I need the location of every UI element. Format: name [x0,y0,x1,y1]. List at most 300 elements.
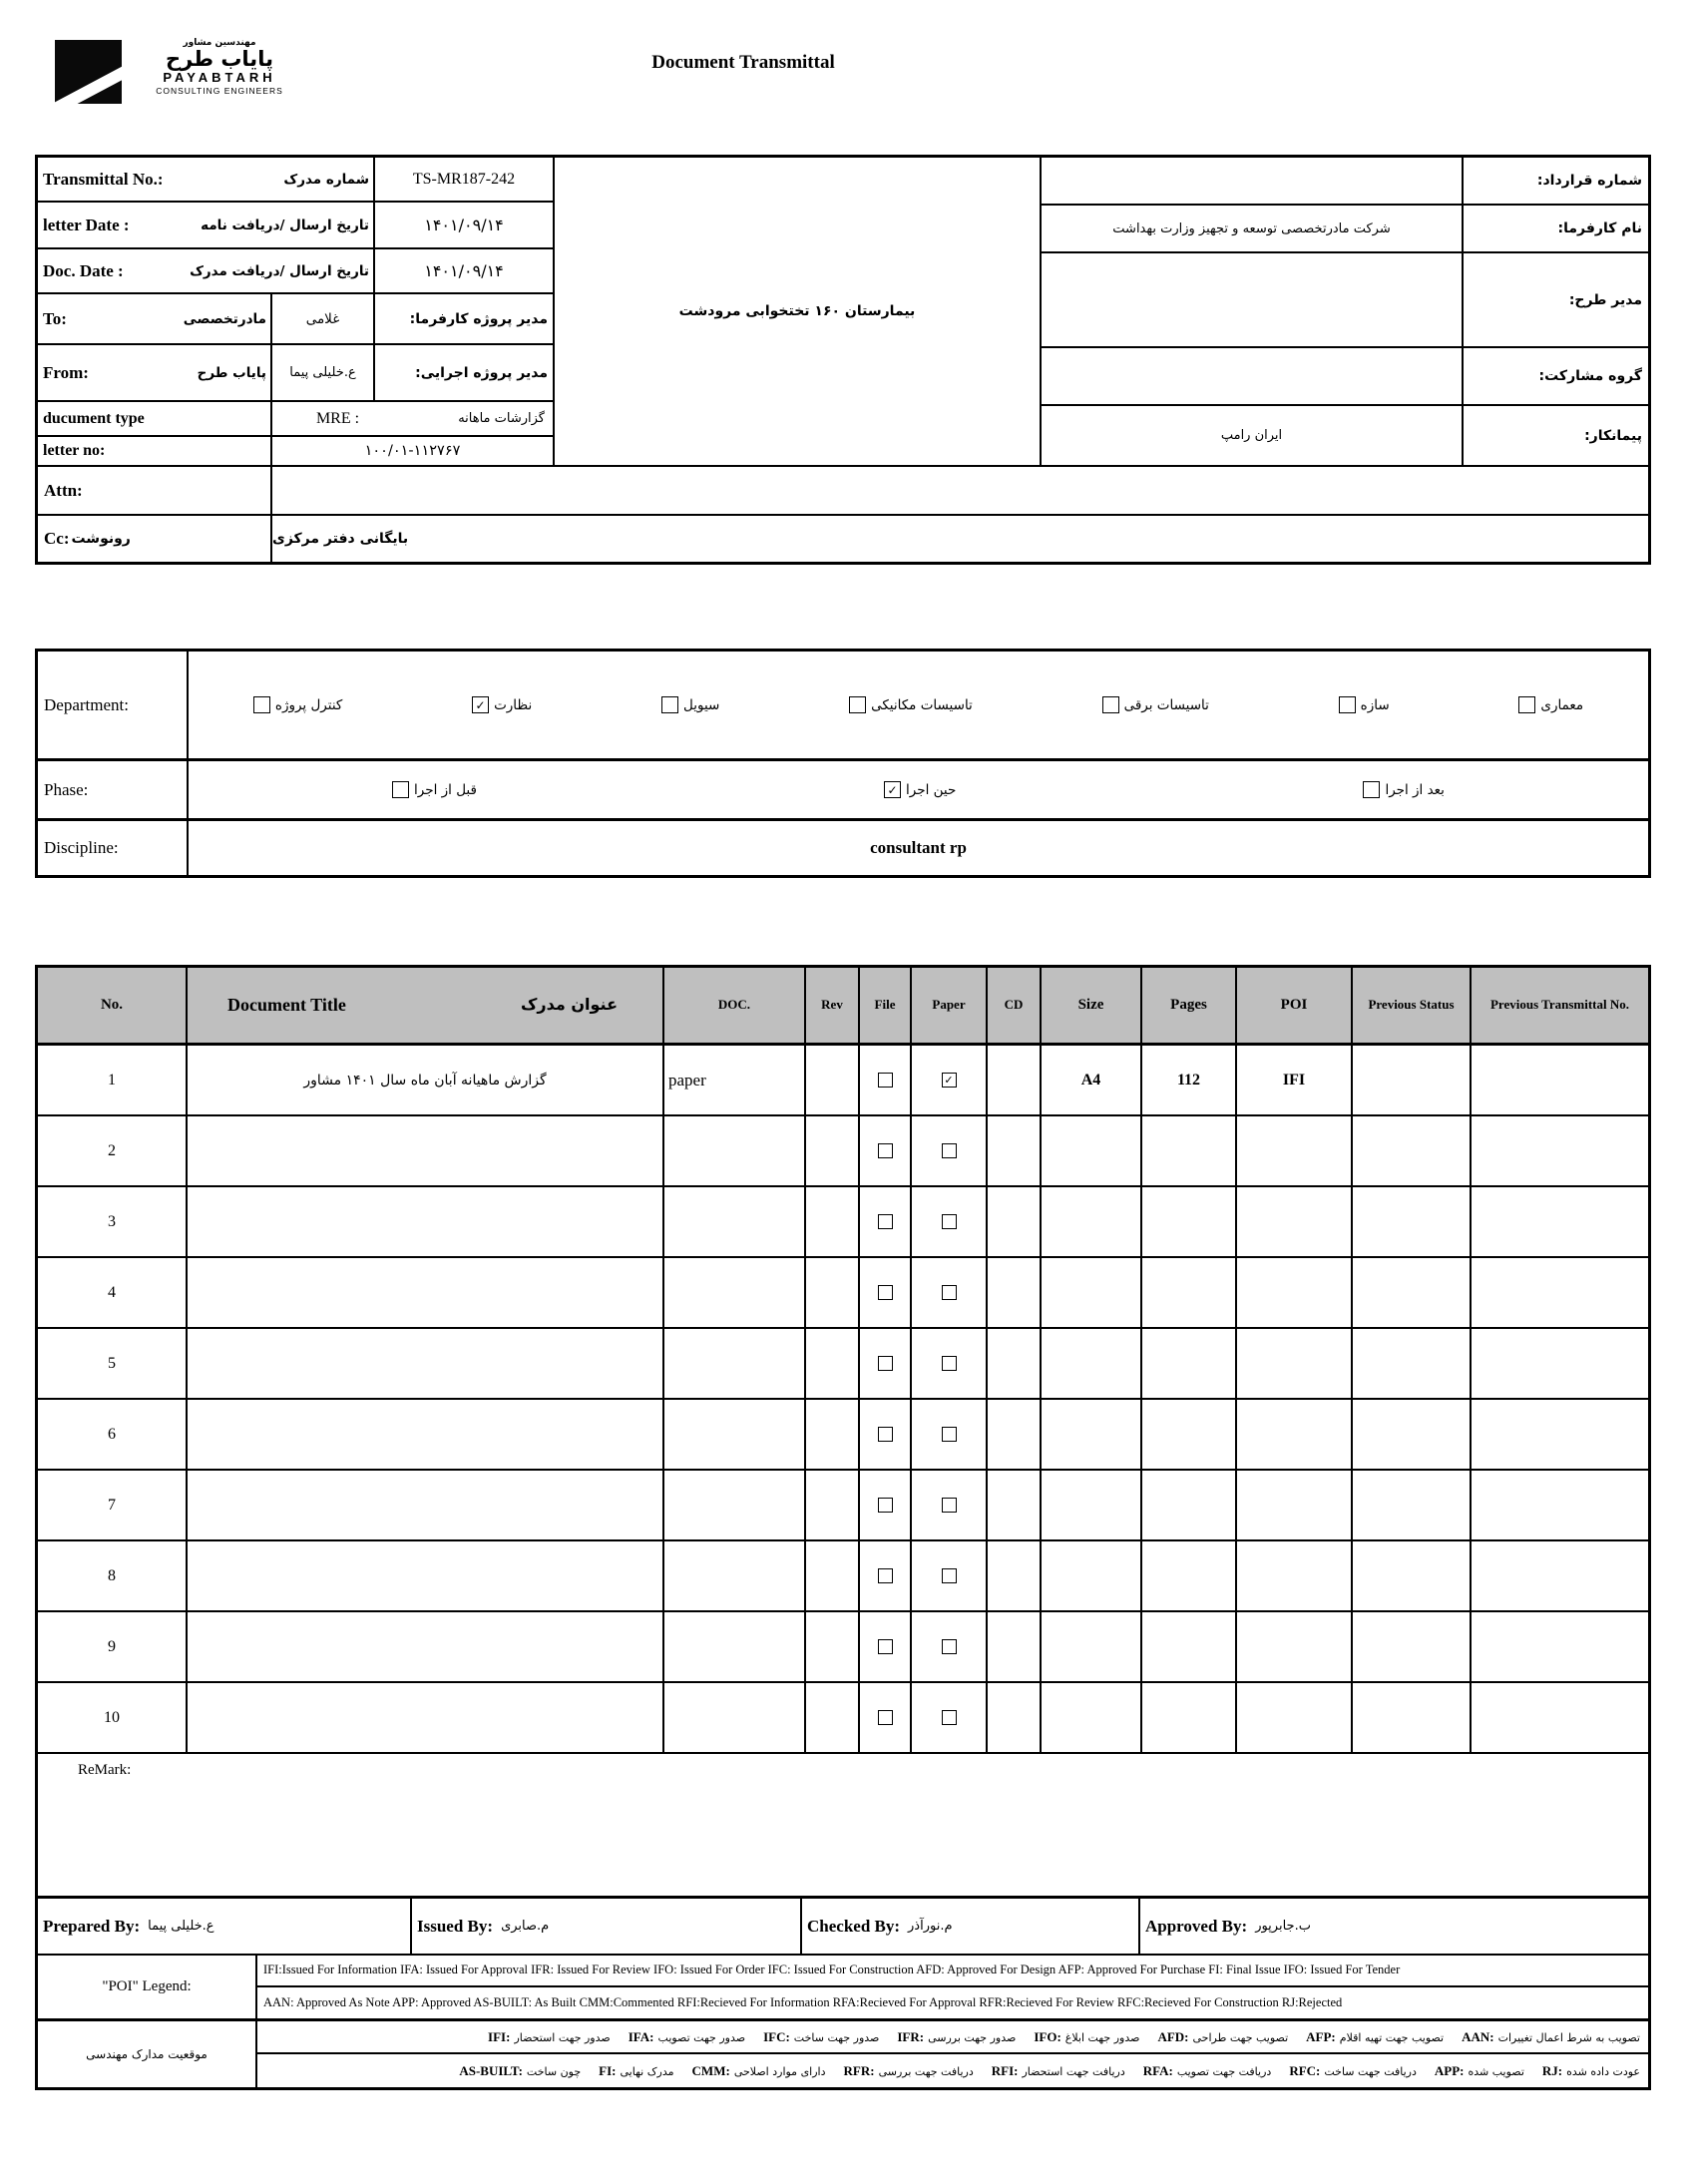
poi-legend-en-line2: AAN: Approved As Note APP: Approved AS-BUILT: As Built CMM:Commented RFI:Recieved For Information RFA:Recieved For Approval RFR:Recieved For Review RFC:Recieved For Construction RJ:Rejected [263,1994,1343,2009]
remark-label: ReMark: [78,1762,132,1778]
row-rev [806,1612,860,1683]
row-doc [664,1187,806,1258]
col-header-file: File [860,968,912,1043]
issued-by-name: م.صابری [501,1919,550,1934]
checkbox-option-label: بعد از اجرا [1385,781,1445,798]
poi-description: تصویب شده [1468,2064,1524,2078]
row-paper [912,1116,988,1187]
row-title [188,1683,664,1754]
poi-code: IFC: [763,2028,790,2044]
checkbox-option[interactable] [1339,696,1390,713]
poi-description: تصویب جهت تهیه اقلام [1339,2030,1445,2044]
poi-legend-item [1157,2029,1288,2045]
poi-legend-item [629,2029,745,2045]
row-prev-transmittal [1472,1329,1648,1400]
row-size [1042,1683,1142,1754]
poi-description: صدور جهت تصویب [657,2030,746,2044]
unchecked-checkbox-icon[interactable] [942,1427,957,1442]
row-rev [806,1187,860,1258]
poi-code: RFA: [1142,2062,1173,2078]
table-row [38,1116,1648,1187]
poi-description: دریافت جهت تصویب [1176,2064,1272,2078]
poi-code: FI: [599,2062,617,2078]
poi-code: APP: [1434,2062,1465,2078]
row-prev-transmittal [1472,1187,1648,1258]
poi-legend-en [38,1956,1648,2021]
checkbox-option[interactable] [392,781,477,798]
row-no: 6 [38,1400,188,1471]
table-row [38,1046,1648,1116]
row-prev-transmittal [1472,1683,1648,1754]
row-paper [912,1683,988,1754]
unchecked-checkbox-icon[interactable] [878,1710,893,1725]
logo-tagline: مهندسین مشاور [183,38,256,48]
row-title [188,1116,664,1187]
department-label: Department: [38,652,189,758]
logo-subtitle: CONSULTING ENGINEERS [156,86,283,97]
row-rev [806,1471,860,1541]
row-doc [664,1329,806,1400]
design-manager-label: مدیر طرح: [1464,253,1648,348]
table-row [38,1258,1648,1329]
unchecked-checkbox-icon[interactable] [661,696,678,713]
row-file [860,1400,912,1471]
poi-legend-item [1143,2063,1272,2079]
checkbox-option-label: معماری [1540,696,1584,713]
documents-table [35,965,1651,2090]
row-file [860,1116,912,1187]
approved-by-name: ب.جابرپور [1255,1919,1311,1934]
row-file [860,1329,912,1400]
row-pages: 112 [1142,1046,1237,1116]
col-header-paper: Paper [912,968,988,1043]
checkbox-option[interactable] [472,696,532,713]
issued-by-cell: Issued By: م.صابری [412,1899,802,1954]
letter-no-value: ۱۰۰/۰۱-۱۱۲۷۶۷ [272,437,555,465]
table-row [38,1541,1648,1612]
row-rev [806,1400,860,1471]
poi-description: چون ساخت [526,2064,582,2078]
unchecked-checkbox-icon[interactable] [942,1498,957,1513]
row-size [1042,1258,1142,1329]
col-header-title: Document Title عنوان مدرک [188,968,664,1043]
row-doc [664,1400,806,1471]
row-no: 7 [38,1471,188,1541]
checked-checkbox-icon[interactable]: ✓ [942,1073,957,1088]
unchecked-checkbox-icon[interactable] [878,1143,893,1158]
poi-code: AAN: [1462,2028,1494,2044]
row-cd [988,1612,1042,1683]
poi-legend-fa-line1 [257,2021,1648,2054]
row-poi [1237,1116,1353,1187]
poi-description: عودت داده شده [1566,2064,1640,2078]
checkbox-option[interactable] [1102,696,1209,713]
document-type-code: MRE : [315,409,360,427]
poi-legend-item [1034,2029,1139,2045]
poi-legend-fa-line2 [257,2054,1648,2087]
poi-legend-item [992,2063,1125,2079]
unchecked-checkbox-icon[interactable] [253,696,270,713]
unchecked-checkbox-icon[interactable] [878,1639,893,1654]
poi-legend-fa [38,2021,1648,2087]
row-size [1042,1471,1142,1541]
checkbox-option-label: سازه [1360,696,1390,713]
row-file [860,1683,912,1754]
row-cd [988,1683,1042,1754]
row-doc [664,1612,806,1683]
poi-code: RFI: [991,2062,1019,2078]
documents-table-header [38,968,1648,1046]
doc-date-label: Doc. Date : تاریخ ارسال /دریافت مدرک [38,249,375,294]
transmittal-no-label: Transmittal No.: شماره مدرک [38,158,375,203]
row-prev-transmittal [1472,1400,1648,1471]
table-row [38,1612,1648,1683]
poi-legend-item [1289,2063,1417,2079]
row-cd [988,1187,1042,1258]
row-paper [912,1046,988,1116]
row-poi [1237,1683,1353,1754]
poi-code: IFA: [628,2028,654,2044]
from-label: From: پایاب طرح [38,345,272,402]
attn-label: Attn: [38,467,272,514]
poi-legend-item [1462,2029,1640,2045]
row-poi [1237,1187,1353,1258]
document-type-value [272,402,555,437]
row-title [188,1258,664,1329]
row-poi [1237,1471,1353,1541]
poi-code: AFP: [1306,2028,1336,2044]
row-size [1042,1329,1142,1400]
row-paper [912,1258,988,1329]
discipline-label: Discipline: [38,821,189,875]
row-no: 5 [38,1329,188,1400]
unchecked-checkbox-icon[interactable] [942,1214,957,1229]
phase-options [189,781,1648,798]
col-header-size: Size [1042,968,1142,1043]
row-title: گزارش ماهیانه آبان ماه سال ۱۴۰۱ مشاور [188,1046,664,1116]
poi-description: دریافت جهت بررسی [878,2064,974,2078]
checkbox-option-label: نظارت [494,696,533,713]
row-cd [988,1258,1042,1329]
unchecked-checkbox-icon[interactable] [942,1285,957,1300]
design-manager-value [1042,253,1464,348]
poi-description: دارای موارد اصلاحی [733,2064,826,2078]
row-paper [912,1329,988,1400]
row-rev [806,1329,860,1400]
row-cd [988,1471,1042,1541]
unchecked-checkbox-icon[interactable] [942,1639,957,1654]
approved-by-cell: Approved By: ب.جابرپور [1145,1916,1311,1936]
row-pages [1142,1258,1237,1329]
to-person: غلامی [272,294,375,345]
row-prev-status [1353,1187,1472,1258]
poi-legend-item [599,2063,673,2079]
to-label: To: مادرتخصصی [38,294,272,345]
row-title [188,1612,664,1683]
poi-description: تصویب به شرط اعمال تغییرات [1497,2030,1640,2044]
unchecked-checkbox-icon[interactable] [878,1285,893,1300]
unchecked-checkbox-icon[interactable] [1339,696,1356,713]
row-prev-transmittal [1472,1046,1648,1116]
contractor-value: ایران رامپ [1042,406,1464,465]
poi-legend-item [1435,2063,1524,2079]
row-prev-status [1353,1329,1472,1400]
row-pages [1142,1471,1237,1541]
poi-legend-en-line1: IFI:Issued For Information IFA: Issued For Approval IFR: Issued For Review IFO: Issued For Order IFC: Issued For Construction AFD: Approved For Design AFP: Approved For Purchase FI: Final Issue IFO: Issued For Tender [257,1956,1648,1987]
department-options [189,696,1648,713]
unchecked-checkbox-icon[interactable] [1363,781,1380,798]
logo-mark-icon [55,40,122,104]
unchecked-checkbox-icon[interactable] [878,1568,893,1583]
row-size [1042,1187,1142,1258]
row-pages [1142,1541,1237,1612]
checked-checkbox-icon[interactable]: ✓ [884,781,901,798]
row-paper [912,1612,988,1683]
row-poi [1237,1258,1353,1329]
table-row [38,1400,1648,1471]
poi-legend-item [1306,2029,1444,2045]
info-table [35,155,1651,565]
unchecked-checkbox-icon[interactable] [878,1073,893,1088]
doc-date-value: ۱۴۰۱/۰۹/۱۴ [375,249,555,294]
row-prev-status [1353,1541,1472,1612]
row-no: 9 [38,1612,188,1683]
poi-code: AS-BUILT: [459,2062,523,2078]
col-header-prev-status: Previous Status [1353,968,1472,1043]
poi-legend-item [897,2029,1016,2045]
row-size [1042,1116,1142,1187]
unchecked-checkbox-icon[interactable] [1102,696,1119,713]
row-rev [806,1683,860,1754]
row-cd [988,1329,1042,1400]
contractor-label: پیمانکار: [1584,427,1642,444]
row-title [188,1541,664,1612]
checkbox-option[interactable] [661,696,719,713]
row-paper [912,1471,988,1541]
row-doc [664,1683,806,1754]
col-header-prev-transmittal: Previous Transmittal No. [1489,997,1630,1013]
discipline-value: consultant rp [870,838,967,857]
poi-code: CMM: [691,2062,730,2078]
poi-description: دریافت جهت ساخت [1324,2064,1417,2078]
row-no: 3 [38,1187,188,1258]
checkbox-option-label: کنترل پروژه [274,696,343,713]
unchecked-checkbox-icon[interactable] [942,1143,957,1158]
logo-brand-en: PAYABTARH [163,70,276,86]
row-title [188,1187,664,1258]
row-no: 1 [38,1046,188,1116]
company-logo [55,38,314,110]
poi-legend-label: "POI" Legend: [38,1956,257,2018]
row-no: 10 [38,1683,188,1754]
row-title [188,1400,664,1471]
row-doc: paper [664,1046,806,1116]
unchecked-checkbox-icon[interactable] [878,1427,893,1442]
row-doc [664,1541,806,1612]
col-header-doc: DOC. [664,968,806,1043]
checkbox-option[interactable] [1518,696,1583,713]
contract-no-label: شماره قرارداد: [1464,158,1648,206]
unchecked-checkbox-icon[interactable] [878,1498,893,1513]
row-poi: IFI [1237,1046,1353,1116]
col-header-cd: CD [988,968,1042,1043]
page-title: Document Transmittal [651,52,835,73]
poi-code: IFR: [897,2028,925,2044]
row-size: A4 [1042,1046,1142,1116]
row-pages [1142,1329,1237,1400]
classification-table [35,649,1651,878]
row-prev-status [1353,1471,1472,1541]
row-file [860,1046,912,1116]
row-poi [1237,1400,1353,1471]
row-prev-transmittal [1472,1541,1648,1612]
logo-brand-fa: پایاب طرح [166,47,273,71]
row-pages [1142,1400,1237,1471]
poi-legend-item [692,2063,826,2079]
poi-code: AFD: [1157,2028,1189,2044]
row-rev [806,1116,860,1187]
poi-code: IFO: [1034,2028,1061,2044]
unchecked-checkbox-icon[interactable] [849,696,866,713]
checkbox-option-label: قبل از اجرا [414,781,477,798]
poi-legend-item [844,2063,974,2079]
row-prev-transmittal [1472,1471,1648,1541]
poi-description: صدور جهت استحضار [514,2030,611,2044]
checkbox-option[interactable] [253,696,342,713]
poi-code: RFR: [843,2062,875,2078]
project-name: بیمارستان ۱۶۰ تختخوابی مرودشت [678,303,916,319]
row-title [188,1471,664,1541]
row-cd [988,1541,1042,1612]
col-header-poi: POI [1237,968,1353,1043]
unchecked-checkbox-icon[interactable] [878,1214,893,1229]
checkbox-option[interactable] [884,781,956,798]
unchecked-checkbox-icon[interactable] [942,1356,957,1371]
row-title [188,1329,664,1400]
checkbox-option-label: تاسیسات مکانیکی [871,696,973,713]
cc-value: بایگانی دفتر مرکزی [272,531,409,547]
row-prev-transmittal [1472,1258,1648,1329]
attn-value [272,467,1648,514]
prepared-by-name: ع.خلیلی پیما [148,1919,214,1934]
checkbox-option[interactable] [1363,781,1445,798]
row-poi [1237,1612,1353,1683]
row-no: 2 [38,1116,188,1187]
signatures-row [38,1899,1648,1956]
row-no: 4 [38,1258,188,1329]
checked-by-name: م.نورآذر [908,1919,953,1934]
checkbox-option-label: حین اجرا [906,781,957,798]
cc-label: Cc: رونوشت [38,516,272,562]
checkbox-option[interactable] [849,696,973,713]
row-poi [1237,1541,1353,1612]
from-person: ع.خلیلی پیما [272,345,375,402]
row-rev [806,1258,860,1329]
unchecked-checkbox-icon[interactable] [1518,696,1535,713]
checked-checkbox-icon[interactable]: ✓ [472,696,489,713]
to-role-label: مدیر پروژه کارفرما: [375,294,555,345]
row-doc [664,1116,806,1187]
row-prev-transmittal [1472,1116,1648,1187]
transmittal-no-value: TS-MR187-242 [375,158,555,203]
letter-date-label: letter Date : تاریخ ارسال /دریافت نامه [38,203,375,249]
row-prev-status [1353,1258,1472,1329]
row-cd [988,1116,1042,1187]
unchecked-checkbox-icon[interactable] [392,781,409,798]
row-prev-status [1353,1116,1472,1187]
row-rev [806,1046,860,1116]
row-size [1042,1612,1142,1683]
row-file [860,1612,912,1683]
checkbox-option-label: تاسیسات برقی [1123,696,1209,713]
row-cd [988,1046,1042,1116]
col-header-no: No. [38,968,188,1043]
poi-legend-side-label: موقعیت مدارک مهندسی [38,2021,257,2087]
poi-description: صدور جهت ابلاغ [1064,2030,1140,2044]
letter-no-label: letter no: [38,437,272,465]
poi-legend-item [1542,2063,1640,2079]
checked-by-cell: Checked By: م.نورآذر [802,1899,1140,1954]
poi-code: IFI: [488,2028,511,2044]
poi-legend-item [488,2029,611,2045]
from-role-label: مدیر پروژه اجرایی: [375,345,555,402]
unchecked-checkbox-icon[interactable] [942,1568,957,1583]
row-pages [1142,1187,1237,1258]
poi-description: تصویب جهت طراحی [1192,2030,1289,2044]
row-pages [1142,1683,1237,1754]
poi-description: صدور جهت بررسی [928,2030,1017,2044]
row-pages [1142,1612,1237,1683]
checkbox-option-label: سیویل [682,696,720,713]
project-name-cell [555,158,1042,465]
row-paper [912,1541,988,1612]
row-size [1042,1541,1142,1612]
row-cd [988,1400,1042,1471]
row-doc [664,1258,806,1329]
row-paper [912,1187,988,1258]
poi-legend-item [459,2063,581,2079]
contract-no-value [1042,158,1464,206]
documents-rows [38,1046,1648,1754]
row-prev-status [1353,1612,1472,1683]
poi-description: صدور جهت ساخت [793,2030,880,2044]
letter-date-value: ۱۴۰۱/۰۹/۱۴ [375,203,555,249]
table-row [38,1187,1648,1258]
poi-description: دریافت جهت استحضار [1022,2064,1125,2078]
unchecked-checkbox-icon[interactable] [878,1356,893,1371]
client-name-label: نام کارفرما: [1464,206,1648,253]
row-rev [806,1541,860,1612]
row-file [860,1471,912,1541]
unchecked-checkbox-icon[interactable] [942,1710,957,1725]
row-poi [1237,1329,1353,1400]
partnership-group-label: گروه مشارکت: [1464,348,1648,406]
poi-legend-item [763,2029,879,2045]
row-prev-status [1353,1683,1472,1754]
table-row [38,1329,1648,1400]
poi-description: مدرک نهایی [620,2064,674,2078]
table-row [38,1471,1648,1541]
table-row [38,1683,1648,1754]
row-paper [912,1400,988,1471]
row-file [860,1187,912,1258]
row-file [860,1541,912,1612]
phase-label: Phase: [38,761,189,818]
row-no: 8 [38,1541,188,1612]
row-size [1042,1400,1142,1471]
col-header-rev: Rev [806,968,860,1043]
partnership-group-value [1042,348,1464,406]
